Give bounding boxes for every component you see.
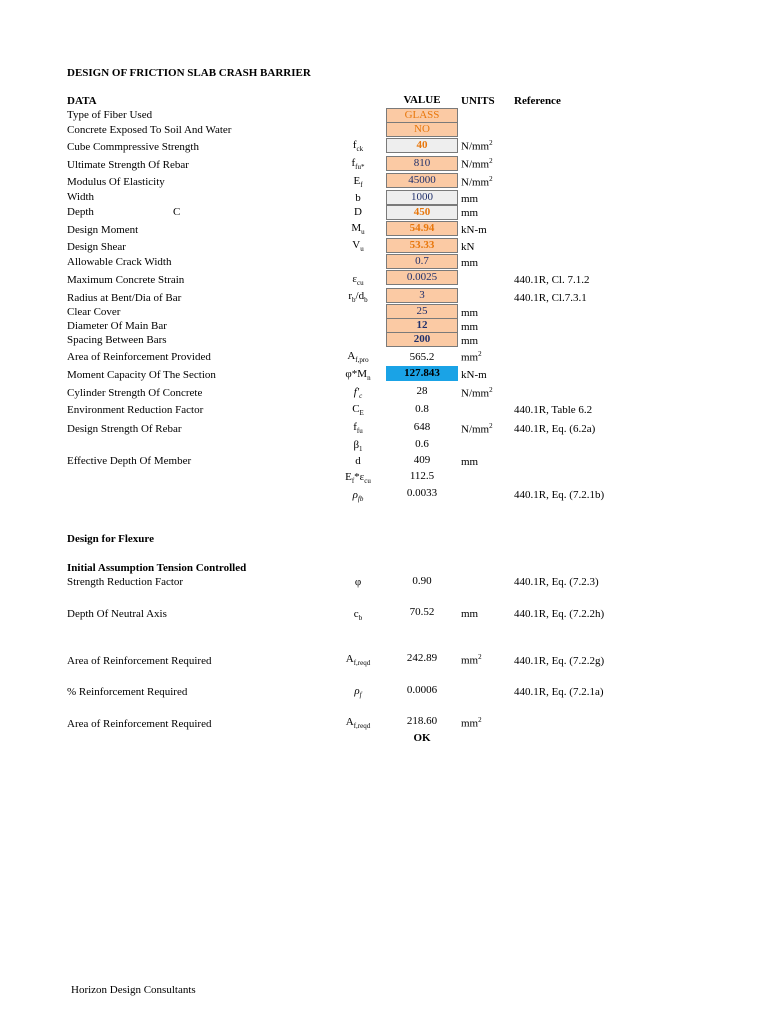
reference: 440.1R, Eq. (7.2.2g) (514, 655, 605, 667)
reference: 440.1R, Eq. (7.2.1b) (514, 489, 605, 501)
row-label: Environment Reduction Factor (67, 404, 204, 416)
flexure-heading: Design for Flexure (67, 533, 154, 545)
page-title: DESIGN OF FRICTION SLAB CRASH BARRIER (67, 67, 311, 79)
symbol: $\rho_{fb}$ (352, 489, 364, 504)
reference: 440.1R, Table 6.2 (514, 404, 593, 416)
exposure-cell[interactable]: NO (386, 122, 458, 137)
unit: $N/mm^2$ (461, 175, 493, 189)
row-label: Design Moment (67, 224, 139, 236)
symbol: $C_E$ (352, 403, 364, 418)
status-ok: OK (413, 732, 431, 744)
row-label: Cube Commpressive Strength (67, 141, 199, 153)
symbol: $r_b/d_b$ (348, 290, 368, 305)
unit: mm (461, 608, 479, 620)
ef-cell[interactable]: 45000 (386, 173, 458, 188)
symbol: D (354, 206, 362, 218)
symbol: $V_u$ (352, 239, 364, 254)
symbol: $\rho_f$ (354, 685, 362, 700)
row-label: Area of Reinforcement Provided (67, 351, 211, 363)
unit: $N/mm^2$ (461, 139, 493, 153)
value: 28 (416, 385, 428, 397)
unit: $mm^2$ (461, 716, 482, 730)
row-label: Area of Reinforcement Required (67, 655, 212, 667)
symbol: $\varphi*M_n$ (345, 368, 371, 383)
unit: mm (461, 321, 479, 333)
unit: $N/mm^2$ (461, 157, 493, 171)
reference: 440.1R, Eq. (6.2a) (514, 423, 596, 435)
row-label: Radius at Bent/Dia of Bar (67, 292, 182, 304)
reference: 440.1R, Cl.7.3.1 (514, 292, 587, 304)
cover-cell[interactable]: 25 (386, 304, 458, 319)
spacing-cell[interactable]: 200 (386, 332, 458, 347)
row-label: Design Strength Of Rebar (67, 423, 182, 435)
value: 0.0033 (406, 487, 438, 499)
row-label: Width (67, 191, 95, 203)
symbol: $c_b$ (353, 608, 363, 623)
width-cell[interactable]: 1000 (386, 190, 458, 205)
unit: mm (461, 207, 479, 219)
fck-cell[interactable]: 40 (386, 138, 458, 153)
value: 409 (413, 454, 431, 466)
symbol: $f_{ck}$ (352, 139, 364, 154)
value: 0.8 (415, 403, 429, 415)
unit: $mm^2$ (461, 350, 482, 364)
units-header: UNITS (461, 95, 495, 107)
symbol: $A_{f,pro}$ (347, 350, 369, 365)
value: 0.0006 (406, 684, 438, 696)
row-label: Concrete Exposed To Soil And Water (67, 124, 232, 136)
row-label: Area of Reinforcement Required (67, 718, 212, 730)
bar-dia-cell[interactable]: 12 (386, 318, 458, 333)
row-label: Modulus Of Elasticity (67, 176, 165, 188)
unit: mm (461, 307, 479, 319)
row-label: Effective Depth Of Member (67, 455, 192, 467)
symbol: $A_{f,reqd}$ (345, 653, 371, 668)
row-label: Type of Fiber Used (67, 109, 153, 121)
symbol: $f'_c$ (353, 386, 363, 401)
reference-header: Reference (514, 95, 561, 107)
row-label: Depth Of Neutral Axis (67, 608, 167, 620)
row-label: Strength Reduction Factor (67, 576, 184, 588)
unit: mm (461, 257, 479, 269)
value: 565.2 (409, 351, 435, 363)
unit: $N/mm^2$ (461, 386, 493, 400)
unit: $mm^2$ (461, 653, 482, 667)
symbol: d (355, 455, 361, 467)
symbol: $\varepsilon_{cu}$ (352, 273, 364, 288)
symbol: $A_{f,reqd}$ (345, 716, 371, 731)
depth-marker: C (173, 206, 181, 218)
unit: mm (461, 193, 479, 205)
ffu-cell[interactable]: 810 (386, 156, 458, 171)
symbol: $\beta_1$ (353, 439, 363, 454)
value: 0.6 (415, 438, 429, 450)
depth-cell[interactable]: 450 (386, 205, 458, 220)
row-label: Design Shear (67, 241, 126, 253)
row-label: Diameter Of Main Bar (67, 320, 167, 332)
row-label: Cylinder Strength Of Concrete (67, 387, 203, 399)
value: 70.52 (409, 606, 435, 618)
symbol: $f_{fu}$ (353, 421, 363, 436)
symbol: $f_{fu*}$ (351, 157, 365, 172)
row-label: Clear Cover (67, 306, 121, 318)
fiber-type-cell[interactable]: GLASS (386, 108, 458, 123)
data-header: DATA (67, 95, 97, 107)
symbol: φ (354, 576, 362, 588)
value: 648 (413, 421, 431, 433)
moment-capacity-cell[interactable]: 127.843 (386, 366, 458, 381)
value: 218.60 (406, 715, 438, 727)
unit: $N/mm^2$ (461, 422, 493, 436)
unit: kN-m (461, 224, 487, 236)
reference: 440.1R, Eq. (7.2.2h) (514, 608, 605, 620)
value-header: VALUE (403, 94, 441, 106)
footer-company: Horizon Design Consultants (71, 984, 196, 996)
flexure-subheading: Initial Assumption Tension Controlled (67, 562, 247, 574)
row-label: Depth (67, 206, 94, 218)
unit: kN-m (461, 369, 487, 381)
value: 242.89 (406, 652, 438, 664)
row-label: Allowable Crack Width (67, 256, 172, 268)
reference: 440.1R, Eq. (7.2.3) (514, 576, 599, 588)
bend-radius-cell[interactable]: 3 (386, 288, 458, 303)
unit: mm (461, 335, 479, 347)
symbol: b (355, 192, 361, 204)
crack-width-cell[interactable]: 0.7 (386, 254, 458, 269)
reference: 440.1R, Eq. (7.2.1a) (514, 686, 604, 698)
shear-cell[interactable]: 53.33 (386, 238, 458, 253)
row-label: % Reinforcement Required (67, 686, 188, 698)
row-label: Spacing Between Bars (67, 334, 167, 346)
symbol: $M_u$ (351, 222, 365, 237)
row-label: Moment Capacity Of The Section (67, 369, 216, 381)
symbol: $E_f$ (353, 175, 363, 190)
row-label: Ultimate Strength Of Rebar (67, 159, 189, 171)
moment-cell[interactable]: 54.94 (386, 221, 458, 236)
value: 0.90 (412, 575, 432, 587)
reference: 440.1R, Cl. 7.1.2 (514, 274, 590, 286)
row-label: Maximum Concrete Strain (67, 274, 185, 286)
unit: mm (461, 456, 479, 468)
value: 112.5 (409, 470, 435, 482)
symbol: $E_f*\varepsilon_{cu}$ (345, 471, 371, 486)
strain-cell[interactable]: 0.0025 (386, 270, 458, 285)
unit: kN (461, 241, 475, 253)
